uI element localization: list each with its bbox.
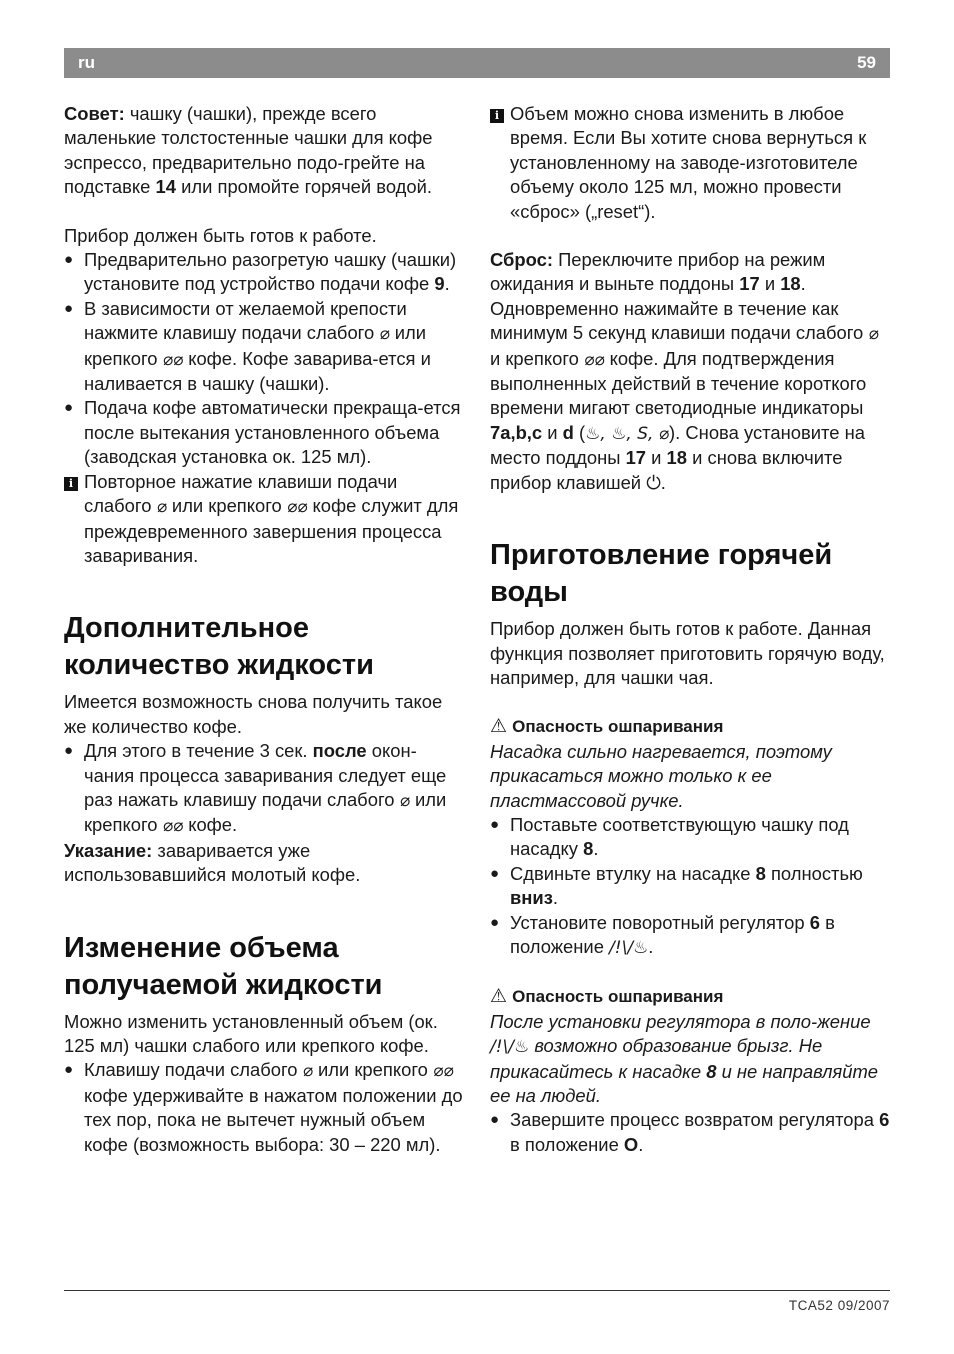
page-header: [64, 48, 890, 78]
language-label: ru: [78, 53, 95, 72]
info-note: i Повторное нажатие клавиши подачи слабого ⌀ или крепкого ⌀⌀ кофе служит для преждевременного завершения процесса заваривания.: [64, 470, 464, 569]
print-date: 09/2007: [837, 1298, 890, 1313]
list-item: ● Поставьте соответствующую чашку под насадку 8.: [490, 813, 892, 862]
strong-coffee-icon: ⌀⌀: [286, 497, 308, 518]
steam-position-icon: /!\/♨: [490, 1037, 530, 1058]
info-icon: i: [490, 109, 504, 123]
weak-coffee-icon: ⌀: [399, 790, 410, 811]
steam-position-icon: /!\/♨: [609, 937, 649, 958]
bullet-icon: ●: [64, 299, 74, 317]
led-symbols-icon: ♨, ♨, S, ⌀: [585, 423, 670, 444]
list-item: ● Установите поворотный регулятор 6 в положение /!\/♨.: [490, 911, 892, 961]
hot-water-paragraph: Прибор должен быть готов к работе. Данная функция позволяет приготовить горячую воду, например, для чашки чая.: [490, 618, 885, 688]
strong-coffee-icon: ⌀⌀: [162, 349, 184, 370]
tip-paragraph: Совет: чашку (чашки), прежде всего маленькие толстостенные чашки для кофе эспрессо, предварительно подо-грейте на подставке 14 или промойте горячей водой.: [64, 103, 433, 198]
bullet-icon: ●: [64, 251, 74, 269]
list-item: ● Завершите процесс возвратом регулятора 6 в положение O.: [490, 1108, 892, 1157]
right-column: [490, 102, 892, 1157]
weak-coffee-icon: ⌀: [379, 324, 390, 345]
bullet-icon: ●: [64, 1061, 74, 1079]
list-item: ● Клавишу подачи слабого ⌀ или крепкого ⌀⌀ кофе удерживайте в нажатом положении до тех пор, пока не вытечет нужный объем кофе (возможность выбора: 30 – 220 мл).: [64, 1058, 464, 1157]
heading-change-volume: Изменение объема получаемой жидкости: [64, 931, 383, 1001]
warning-text: Насадка сильно нагревается, поэтому прикасаться можно только к ее пластмассовой ручке.: [490, 740, 832, 811]
change-paragraph: Можно изменить установленный объем (ок. 125 мл) чашки слабого или крепкого кофе.: [64, 1010, 438, 1056]
bullet-icon: ●: [64, 742, 74, 760]
warning-icon: ⚠: [490, 716, 508, 738]
list-item: ● В зависимости от желаемой крепости нажмите клавишу подачи слабого ⌀ или крепкого ⌀⌀ кофе. Кофе заварива-ется и наливается в чашку (чашки).: [64, 297, 464, 397]
weak-coffee-icon: ⌀: [156, 497, 167, 518]
list-item: ● Сдвиньте втулку на насадке 8 полностью вниз.: [490, 862, 892, 911]
strong-coffee-icon: ⌀⌀: [432, 1061, 454, 1082]
bullet-icon: ●: [490, 815, 500, 833]
warning-icon: ⚠: [490, 986, 508, 1008]
bullet-icon: ●: [490, 864, 500, 882]
footer-divider: [64, 1290, 890, 1291]
warning-text: После установки регулятора в поло-жение /!\/♨ возможно образование брызг. Не прикасайтесь к насадке 8 и не направляйте ее на людей.: [490, 1010, 879, 1106]
power-icon: ⏻: [646, 471, 661, 493]
warning-heading: ⚠ Опасность ошпаривания: [490, 986, 724, 1008]
info-note: i Объем можно снова изменить в любое время. Если Вы хотите снова вернуться к установленному на заводе-изготовителе объему около 125 мл, можно провести «сброс» („reset“).: [490, 102, 892, 224]
warning-heading: ⚠ Опасность ошпаривания: [490, 716, 724, 738]
model-code: TCA52: [788, 1298, 834, 1313]
strong-coffee-icon: ⌀⌀: [162, 816, 184, 837]
note-paragraph: Указание: заваривается уже использовавшийся молотый кофе.: [64, 839, 361, 886]
info-icon: i: [64, 477, 78, 491]
weak-coffee-icon: ⌀: [302, 1061, 313, 1082]
bullet-icon: ●: [490, 1111, 500, 1129]
weak-coffee-icon: ⌀: [868, 324, 879, 345]
page-number: 59: [857, 53, 876, 72]
footer: [789, 1298, 890, 1313]
bullet-icon: ●: [490, 913, 500, 931]
reset-paragraph: Сброс: Переключите прибор на режим ожидания и выньте поддоны 17 и 18. Одновременно нажимайте в течение как минимум 5 секунд клавиши подачи слабого ⌀ и крепкого ⌀⌀ кофе. Для подтверждения выполненных действий в течение короткого времени мигают светодиодные индикаторы 7a,b,c и d (♨, ♨, S, ⌀). Снова установите на место поддоны 17 и 18 и снова включите прибор клавишей ⏻.: [490, 249, 879, 493]
strong-coffee-icon: ⌀⌀: [583, 349, 605, 370]
heading-additional-liquid: Дополнительное количество жидкости: [64, 612, 374, 682]
additional-paragraph: Имеется возможность снова получить такое же количество кофе.: [64, 691, 443, 737]
ready-text: Прибор должен быть готов к работе.: [64, 224, 377, 246]
list-item: ● Подача кофе автоматически прекраща-ется после вытекания установленного объема (заводская установка ок. 125 мл).: [64, 396, 464, 469]
list-item: ● Для этого в течение 3 сек. после окон-чания процесса заваривания следует еще раз нажать клавишу подачи слабого ⌀ или крепкого ⌀⌀ кофе.: [64, 739, 464, 839]
bullet-icon: ●: [64, 399, 74, 417]
list-item: ● Предварительно разогретую чашку (чашки) установите под устройство подачи кофе 9.: [64, 248, 464, 297]
heading-hot-water: Приготовление горячей воды: [490, 539, 833, 609]
left-column: [64, 102, 464, 1157]
